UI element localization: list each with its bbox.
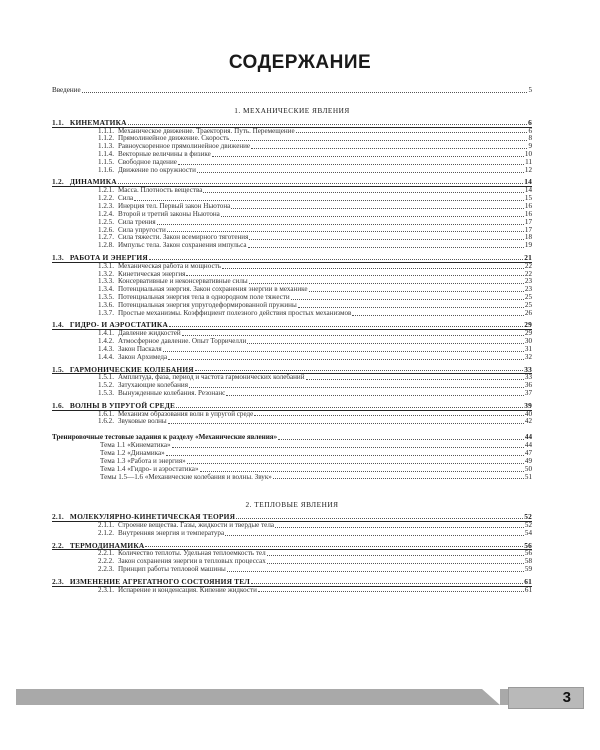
table-of-contents [52,87,532,594]
toc-page-number: 17 [524,225,532,234]
toc-entry-text: Количество теплоты. Удельная теплоемкость тел [117,549,266,558]
toc-entry-text: Механическая работа и мощность [117,261,221,270]
dot-leader [251,148,527,149]
toc-entry-text: ВОЛНЫ В УПРУГОЙ СРЕДЕ [69,400,176,410]
toc-entry-text: Второй и третий законы Ньютона [117,209,220,218]
toc-entry-number: 1.1.1. [98,126,114,135]
toc-entry-title [52,254,148,262]
toc-entry-title [52,390,225,398]
toc-entry-number: 1.1.6. [98,165,114,174]
toc-topic-row[interactable] [52,474,532,482]
toc-entry-title [52,587,257,595]
toc-entry-title [52,167,196,175]
toc-entry-title [52,578,250,586]
toc-entry-number: 1.2.8. [98,241,114,250]
toc-page-number: 58 [524,557,532,566]
toc-entry-number: 1.1.5. [98,157,114,166]
toc-page-number: 22 [524,261,532,270]
toc-entry-text: Механизм образования волн в упругой среде [117,409,254,418]
dot-leader [166,455,524,456]
toc-entry-text: Векторные величины в физике [117,150,211,159]
part-heading: 2. ТЕПЛОВЫЕ ЯВЛЕНИЯ [245,500,339,510]
toc-page-number: 18 [524,233,532,242]
toc-entry-number: 1.5. [52,364,64,374]
part2-sections [52,513,532,594]
dot-leader [249,283,524,284]
toc-entry-title [52,321,168,329]
toc-entry-text: Сила упругости [117,225,166,234]
toc-page-number: 32 [524,352,532,361]
toc-entry-title [52,178,117,186]
toc-subsection-row[interactable] [52,242,532,250]
toc-entry-number: 1.3.7. [98,308,114,317]
toc-page-number: 25 [524,293,532,302]
toc-page-number: 15 [524,194,532,203]
toc-entry-text: Сила [117,194,134,203]
toc-entry-text: Атмосферное давление. Опыт Торричелли [117,337,247,346]
dot-leader [118,183,523,184]
toc-entry-text: Испарение и конденсация. Кипение жидкости [117,585,257,594]
toc-page-number: 25 [524,300,532,309]
toc-entry-text: Тема 1.3 «Работа и энергия» [100,456,186,465]
toc-page-number: 14 [524,177,532,187]
toc-entry-number: 1.3.1. [98,261,114,270]
toc-entry-number: 1.6.1. [98,409,114,418]
toc-page-number: 50 [524,464,532,473]
toc-entry-text: ГИДРО- И АЭРОСТАТИКА [69,320,168,330]
toc-entry-title [52,513,235,521]
toc-entry-number: 1.2.7. [98,233,114,242]
toc-page-number: 56 [524,549,532,558]
dot-leader [275,527,524,528]
toc-entry-number: 1.1.3. [98,142,114,151]
toc-entry-text: Тема 1.4 «Гидро- и аэростатика» [100,464,199,473]
toc-page-number: 23 [524,285,532,294]
dot-leader [178,164,524,165]
toc-page-number: 39 [524,400,532,410]
dot-leader [267,555,524,556]
toc-page-number: 54 [524,528,532,537]
dot-leader [291,299,524,300]
toc-entry-number: 2.1.2. [98,528,114,537]
toc-page-number: 14 [524,186,532,195]
toc-page-number: 37 [524,389,532,398]
toc-entry-text: МОЛЕКУЛЯРНО-КИНЕТИЧЕСКАЯ ТЕОРИЯ [69,512,236,522]
page-number: 3 [562,689,571,706]
toc-entry-text: ТЕРМОДИНАМИКА [69,540,145,550]
dot-leader [200,471,524,472]
dot-leader [168,359,524,360]
toc-entry-text: Тренировочные тестовые задания к разделу «Механические явления» [52,433,278,442]
toc-page-number: 56 [524,540,532,550]
toc-page-number: 17 [524,217,532,226]
toc-page-number: 61 [524,585,532,594]
toc-subsection-row[interactable] [52,587,532,595]
toc-entry-title [52,542,144,550]
dot-leader [248,247,524,248]
toc-entry-text: Простые механизмы. Коэффициент полезного действия простых механизмов [117,308,352,317]
toc-entry-text: Темы 1.5—1.6 «Механические колебания и волны. Звук» [100,472,272,481]
toc-subsection-row[interactable] [52,310,532,318]
toc-page-number: 21 [524,252,532,262]
dot-leader [186,275,523,276]
toc-entry-title [52,119,127,127]
dot-leader [128,124,527,125]
toc-entry-text: Тема 1.1 «Кинематика» [100,441,171,450]
toc-entry-title [52,366,194,374]
toc-entry-number: 1.6.2. [98,417,114,426]
toc-page-number: 29 [524,329,532,338]
toc-entry-text: Масса. Плотность вещества [117,186,203,195]
dot-leader [149,259,523,260]
dot-leader [169,326,523,327]
toc-page-number: 6 [528,126,532,135]
dot-leader [176,407,523,408]
part-heading: 1. МЕХАНИЧЕСКИЕ ЯВЛЕНИЯ [234,105,350,115]
toc-entry-number: 2.3.1. [98,585,114,594]
toc-entry-text: КИНЕМАТИКА [69,117,127,127]
toc-subsection-row[interactable] [52,354,532,362]
training-topics [52,442,532,481]
toc-page-number: 33 [524,364,532,374]
part1-sections [52,119,532,426]
toc-entry-text: Движение по окружности [117,165,196,174]
dot-leader [189,387,524,388]
toc-entry-text: Потенциальная энергия. Закон сохранения энергии в механике [117,285,308,294]
toc-entry-number: 2.3. [52,576,64,586]
toc-page-number: 40 [524,409,532,418]
toc-subsection-row[interactable] [52,167,532,175]
toc-entry-title [52,474,272,482]
toc-entry-number: 1.4.1. [98,329,114,338]
toc-entry-number: 1.3.2. [98,269,114,278]
dot-leader [168,423,524,424]
toc-entry-text: Сила трения [117,217,156,226]
toc-entry-title [52,418,167,426]
toc-entry-number: 1.5.3. [98,389,114,398]
toc-page-number: 44 [524,433,532,442]
toc-entry-text: Закон Паскаля [117,345,162,353]
toc-page-number: 16 [524,201,532,210]
toc-page-number: 44 [524,441,532,450]
dot-leader [221,216,524,217]
toc-entry-number: 1.3.6. [98,300,114,309]
toc-page-number: 23 [524,277,532,286]
toc-entry-text: Консервативные и неконсервативные силы [117,277,248,286]
toc-entry-number: 1.2.1. [98,186,114,195]
toc-page-number: 47 [524,448,532,457]
toc-page-number: 52 [524,521,532,530]
toc-page-number: 42 [524,417,532,426]
dot-leader [227,571,524,572]
dot-leader [195,370,523,371]
toc-page-number: 11 [525,157,532,166]
toc-entry-title [52,530,224,538]
toc-subsection-row[interactable] [52,390,532,398]
toc-entry-text: Строение вещества. Газы, жидкости и твердые тела [117,521,275,530]
toc-entry-number: 1.5.1. [98,373,114,382]
page-title: СОДЕРЖАНИЕ [228,52,372,73]
page-number-box [508,687,584,709]
toc-entry-text: Тема 1.2 «Динамика» [100,448,165,457]
toc-page-number: 5 [528,86,532,94]
toc-entry-number: 1.2.4. [98,209,114,218]
toc-entry-text: Вынужденные колебания. Резонанс [117,389,226,398]
toc-entry-number: 1.3. [52,252,64,262]
dot-leader [249,239,524,240]
toc-subsection-row[interactable] [52,418,532,426]
toc-page-number: 9 [528,142,532,151]
toc-page-number: 33 [524,373,532,382]
toc-entry-number: 1.4.4. [98,352,114,361]
dot-leader [296,132,528,133]
toc-entry-text: РАБОТА И ЭНЕРГИЯ [69,252,148,262]
dot-leader [306,379,524,380]
toc-entry-text: Давление жидкостей [117,329,181,338]
toc-entry-text: Внутренняя энергия и температура [117,528,225,537]
toc-page-number: 52 [524,512,532,522]
toc-entry-number: 1.2. [52,177,64,187]
dot-leader [298,307,524,308]
toc-subsection-row[interactable] [52,566,532,574]
toc-page-number: 36 [524,381,532,390]
footer-bar-slant [482,689,500,705]
toc-entry-number: 1.3.3. [98,277,114,286]
dot-leader [225,535,524,536]
toc-entry-number: 1.2.3. [98,201,114,210]
toc-entry-number: 2.1. [52,512,64,522]
toc-page-number: 26 [524,308,532,317]
toc-entry-text: Прямолинейное движение. Скорость [117,134,230,143]
toc-entry-text: Закон Архимеда [117,352,168,361]
toc-entry-text: Потенциальная энергия упругодеформированной пружины [117,300,297,309]
toc-entry-text: Импульс тела. Закон сохранения импульса [117,241,247,250]
dot-leader [222,268,524,269]
dot-leader [254,415,524,416]
dot-leader [231,208,524,209]
toc-page-number: 59 [524,565,532,574]
toc-entry-text: Введение [52,86,81,94]
toc-page-number: 16 [524,209,532,218]
dot-leader [230,140,527,141]
dot-leader [309,291,524,292]
toc-entry-title [52,242,247,250]
toc-entry-text: Закон сохранения энергии в тепловых процессах [117,557,266,566]
toc-entry-text: Звуковые волны [117,417,167,426]
toc-entry-text: Затухающие колебания [117,381,188,390]
toc-entry-number: 2.2. [52,540,64,550]
toc-entry-number: 1.2.5. [98,217,114,226]
dot-leader [226,395,524,396]
toc-page-number: 61 [524,576,532,586]
toc-entry-number: 1.4.3. [98,345,114,353]
dot-leader [203,192,524,193]
toc-page-number: 19 [524,241,532,250]
toc-entry-title [52,566,226,574]
toc-entry-text: Свободное падение [117,157,177,166]
toc-page-number: 10 [524,150,532,159]
footer-bar [16,689,511,705]
dot-leader [182,335,524,336]
toc-entry-text: Инерция тел. Первый закон Ньютона [117,201,231,210]
dot-leader [187,463,524,464]
toc-entry-number: 1.2.2. [98,194,114,203]
toc-entry-title [52,310,351,318]
toc-entry-number: 2.1.1. [98,521,114,530]
toc-entry-title [52,402,175,410]
toc-page-number: 31 [524,345,532,353]
toc-entry-number: 2.2.2. [98,557,114,566]
toc-page-number: 51 [524,472,532,481]
toc-entry-number: 1.3.4. [98,285,114,294]
dot-leader [172,447,524,448]
dot-leader [278,439,524,440]
dot-leader [157,224,524,225]
dot-leader [236,518,523,519]
dot-leader [163,351,524,352]
dot-leader [273,478,524,479]
toc-entry-number: 1.4.2. [98,337,114,346]
toc-page-number: 12 [524,165,532,174]
toc-page-number: 49 [524,456,532,465]
toc-entry-number: 1.6. [52,400,64,410]
dot-leader [247,343,524,344]
toc-page-number: 6 [528,117,532,127]
toc-page-number: 8 [528,134,532,143]
toc-entry-number: 1.2.6. [98,225,114,234]
dot-leader [82,92,528,93]
dot-leader [251,583,523,584]
toc-entry-text: Принцип работы тепловой машины [117,565,226,574]
toc-entry-text: ДИНАМИКА [69,177,117,187]
toc-page-number: 30 [524,337,532,346]
toc-entry-text: Амплитуда, фаза, период и частота гармонических колебаний [117,373,305,382]
toc-entry-number: 1.5.2. [98,381,114,390]
dot-leader [352,315,524,316]
dot-leader [167,231,524,232]
toc-entry-text: Механическое движение. Траектория. Путь. Перемещение [117,126,295,135]
dot-leader [212,156,524,157]
dot-leader [145,546,523,547]
toc-entry-number: 2.2.3. [98,565,114,574]
toc-entry-number: 1.1. [52,117,64,127]
toc-entry-number: 2.2.1. [98,549,114,558]
toc-entry-number: 1.1.2. [98,134,114,143]
dot-leader [197,172,524,173]
toc-entry-text: ИЗМЕНЕНИЕ АГРЕГАТНОГО СОСТОЯНИЯ ТЕЛ [69,576,251,586]
toc-entry-number: 1.1.4. [98,150,114,159]
page-footer [0,687,600,709]
dot-leader [258,591,524,592]
toc-entry-title [52,354,167,362]
toc-intro-row[interactable] [52,87,532,95]
toc-entry-text: Кинетическая энергия [117,269,186,278]
toc-page-number: 22 [524,269,532,278]
toc-entry-text: Потенциальная энергия тела в однородном поле тяжести [117,293,290,302]
toc-page-number: 29 [524,320,532,330]
toc-subsection-row[interactable] [52,530,532,538]
dot-leader [134,200,524,201]
toc-entry-text: Равноускоренное прямолинейное движение [117,142,251,151]
toc-entry-number: 1.4. [52,320,64,330]
toc-entry-number: 1.3.5. [98,293,114,302]
toc-entry-text: ГАРМОНИЧЕСКИЕ КОЛЕБАНИЯ [69,364,194,374]
toc-entry-text: Сила тяжести. Закон всемирного тяготения [117,233,249,242]
dot-leader [267,563,524,564]
